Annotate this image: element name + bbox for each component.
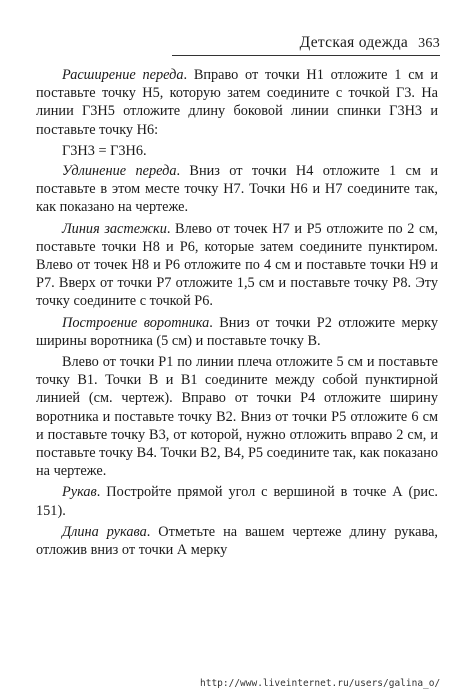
running-header [175,34,440,52]
paragraph-heading: Рукав [62,484,97,501]
paragraph-body: . Постройте прямой угол с вершиной в точке А (рис. 151). [36,484,438,519]
paragraph-body: . Отметьте на вашем чертеже длину рукава, отложив вниз от точки А мерку [36,523,438,559]
body-text [36,66,438,562]
page-number: 363 [418,36,440,51]
source-url: http://www.liveinternet.ru/users/galina_o/ [200,678,441,689]
chapter-title: Детская одежда [299,34,409,51]
paragraph-body: Влево от точки Р1 по линии плеча отложите 5 см и поставьте точку В1. Точки В и В1 соедините между собой пунктирной линией (см. чертеж). Вправо от точки Р4 отложите ширину воротника и поставьте точку В2. Вниз от точки Р5 отложите 6 см и поставьте точку В3, от которой, нужно отложить вправо 2 см, и поставьте точку В4. Точки В2, В4, Р5 соедините так, как показано на чертеже. [36,354,438,480]
paragraph-heading: Линия застежки [62,220,167,237]
paragraph-heading: Построение воротника [62,314,210,331]
paragraph-heading: Расширение переда [62,67,184,83]
paragraph [36,353,438,480]
paragraph [36,66,438,139]
paragraph-heading: Длина рукава [62,523,147,540]
formula: Г3Н3 = Г3Н6. [62,142,147,159]
paragraph [36,523,438,559]
paragraph-body: . Вправо от точки Н1 отложите 1 см и поставьте точку Н5, которую затем соедините с точкой Г3. На линии Г3Н5 отложите длину боковой линии спинки Г3Н3 и поставьте точку Н6: [36,67,438,138]
paragraph [36,220,438,311]
paragraph-heading: Удлинение переда [62,163,177,180]
paragraph-body: . Вниз от точки Н4 отложите 1 см и поставьте в этом месте точку Н7. Точки Н6 и Н7 соедините так, как показано на чертеже. [36,163,438,216]
paragraph [36,162,438,217]
header-rule [172,55,440,56]
paragraph-body: . Влево от точек Н7 и Р5 отложите по 2 см, поставьте точки Н8 и Р6, которые затем соедините пунктиром. Влево от точек Н8 и Р6 отложите по 4 см и поставьте точки Н9 и Р7. Вверх от точки Р7 отложите 1,5 см и поставьте точку Р8. Эту точку соедините с точкой Р6. [36,220,438,310]
paragraph-body: . Вниз от точки Р2 отложите мерку ширины воротника (5 см) и поставьте точку В. [36,314,438,349]
paragraph [36,314,438,350]
paragraph [36,483,438,519]
